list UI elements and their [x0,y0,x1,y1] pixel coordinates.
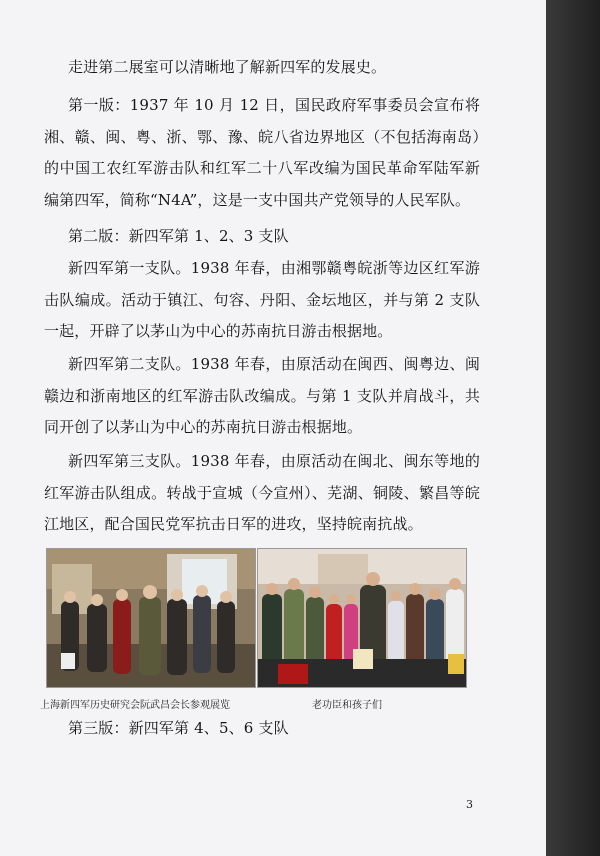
page-number: 3 [466,798,473,811]
paragraph-second-detachment: 新四军第二支队。1938 年春，由原活动在闽西、闽粤边、闽赣边和浙南地区的红军游击队改编成。与第 1 支队并肩战斗，共同开创了以茅山为中心的苏南抗日游击根据地。 [44,355,480,436]
paragraph-first-detachment: 新四军第一支队。1938 年春，由湘鄂赣粤皖浙等边区红军游击队编成。活动于镇江、句容、丹阳、金坛地区，并与第 2 支队一起，开辟了以茅山为中心的苏南抗日游击根据地。 [44,259,480,340]
paragraph-second-edition-heading: 第二版：新四军第 1、2、3 支队 [68,227,289,245]
veterans-and-children-photo [257,548,467,688]
photo-caption-left: 上海新四军历史研究会阮武昌会长参观展览 [40,700,230,711]
paragraph-intro: 走进第二展室可以清晰地了解新四军的发展史。 [68,58,387,76]
binding-edge [546,0,600,856]
paragraph-third-detachment: 新四军第三支队。1938 年春，由原活动在闽北、闽东等地的红军游击队组成。转战于宣城（今宣州）、芜湖、铜陵、繁昌等皖江地区，配合国民党军抗击日军的进攻，坚持皖南抗战。 [44,452,480,533]
photo-caption-right: 老功臣和孩子们 [312,700,382,711]
paragraph-third-edition-heading: 第三版：新四军第 4、5、6 支队 [68,719,289,737]
exhibition-visit-photo [46,548,256,688]
paragraph-first-edition: 第一版：1937 年 10 月 12 日，国民政府军事委员会宣布将湘、赣、闽、粤、浙、鄂、豫、皖八省边界地区（不包括海南岛）的中国工农红军游击队和红军二十八军改编为国民革命军陆军新编第四军，简称“N4A”，这是一支中国共产党领导的人民军队。 [44,96,480,209]
